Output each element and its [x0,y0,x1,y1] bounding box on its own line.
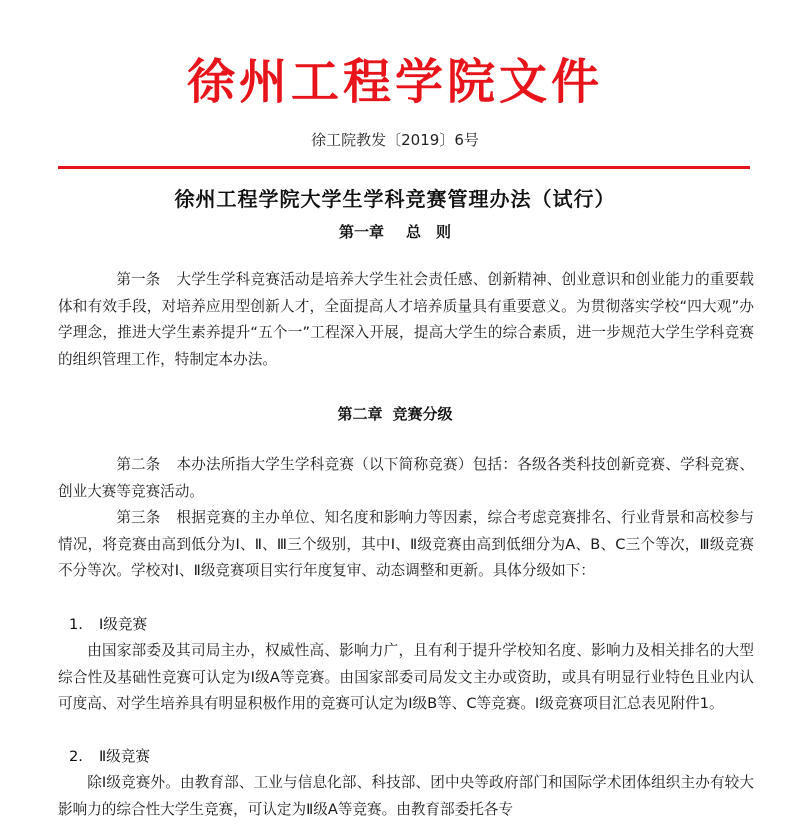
item-title: Ⅰ级竞赛 [99,616,148,633]
article-text: 大学生学科竞赛活动是培养大学生社会责任感、创新精神、创业意识和创业能力的重要载体和有效手段，对培养应用型创新人才，全面提高人才培养质量具有重要意义。为贯彻落实学校“四大观”办学理念，推进大学生素养提升“五个一”工程深入开展，提高大学生的综合素质，进一步规范大学生学科竞赛的组织管理工作，特制定本办法。 [58,271,754,368]
chapter-heading-1 [0,221,790,243]
chapter-name: 竞赛分级 [392,405,453,423]
item-number: 2. [69,748,83,765]
chapter-name: 总 则 [406,223,452,241]
article-label: 第二条 [116,456,161,473]
chapter-heading-2 [0,403,790,425]
item-1-text: 由国家部委及其司局主办，权威性高、影响力广，且有利于提升学校知名度、影响力及相关排名的大型综合性及基础性竞赛可认定为Ⅰ级A等竞赛。由国家部委司局发文主办或资助，或具有明显行业特色且业内认可度高、对学生培养具有明显积极作用的竞赛可认定为Ⅰ级B等、C等竞赛。Ⅰ级竞赛项目汇总表见附件1。 [58,642,754,712]
item-1-heading [58,612,147,639]
article-text: 根据竞赛的主办单位、知名度和影响力等因素，综合考虑竞赛排名、行业背景和高校参与情况，将竞赛由高到低分为Ⅰ、Ⅱ、Ⅲ三个级别，其中Ⅰ、Ⅱ级竞赛由高到低细分为A、B、C三个等次，Ⅲ级竞赛不分等次。学校对Ⅰ、Ⅱ级竞赛项目实行年度复审、动态调整和更新。具体分级如下： [58,509,754,579]
red-divider-line [58,166,750,169]
article-2 [58,452,754,505]
item-title: Ⅱ级竞赛 [99,748,150,765]
document-masthead: 徐州工程学院文件 [186,54,603,110]
item-2-heading [58,744,150,771]
article-text: 本办法所指大学生学科竞赛（以下简称竞赛）包括：各级各类科技创新竞赛、学科竞赛、创业大赛等竞赛活动。 [58,456,754,500]
article-label: 第一条 [116,271,161,288]
chapter-number: 第一章 [338,223,384,241]
item-2-text: 除Ⅰ级竞赛外。由教育部、工业与信息化部、科技部、团中央等政府部门和国际学术团体组织主办有较大影响力的综合性大学生竞赛，可认定为Ⅱ级A等竞赛。由教育部委托各专 [58,774,754,818]
document-number: 徐工院教发〔2019〕6号 [311,131,479,149]
article-1 [58,267,754,373]
chapter-number: 第二章 [337,405,383,423]
document-title: 徐州工程学院大学生学科竞赛管理办法（试行） [174,187,616,211]
item-number: 1. [69,616,83,633]
article-label: 第三条 [116,509,161,526]
article-3 [58,505,754,585]
